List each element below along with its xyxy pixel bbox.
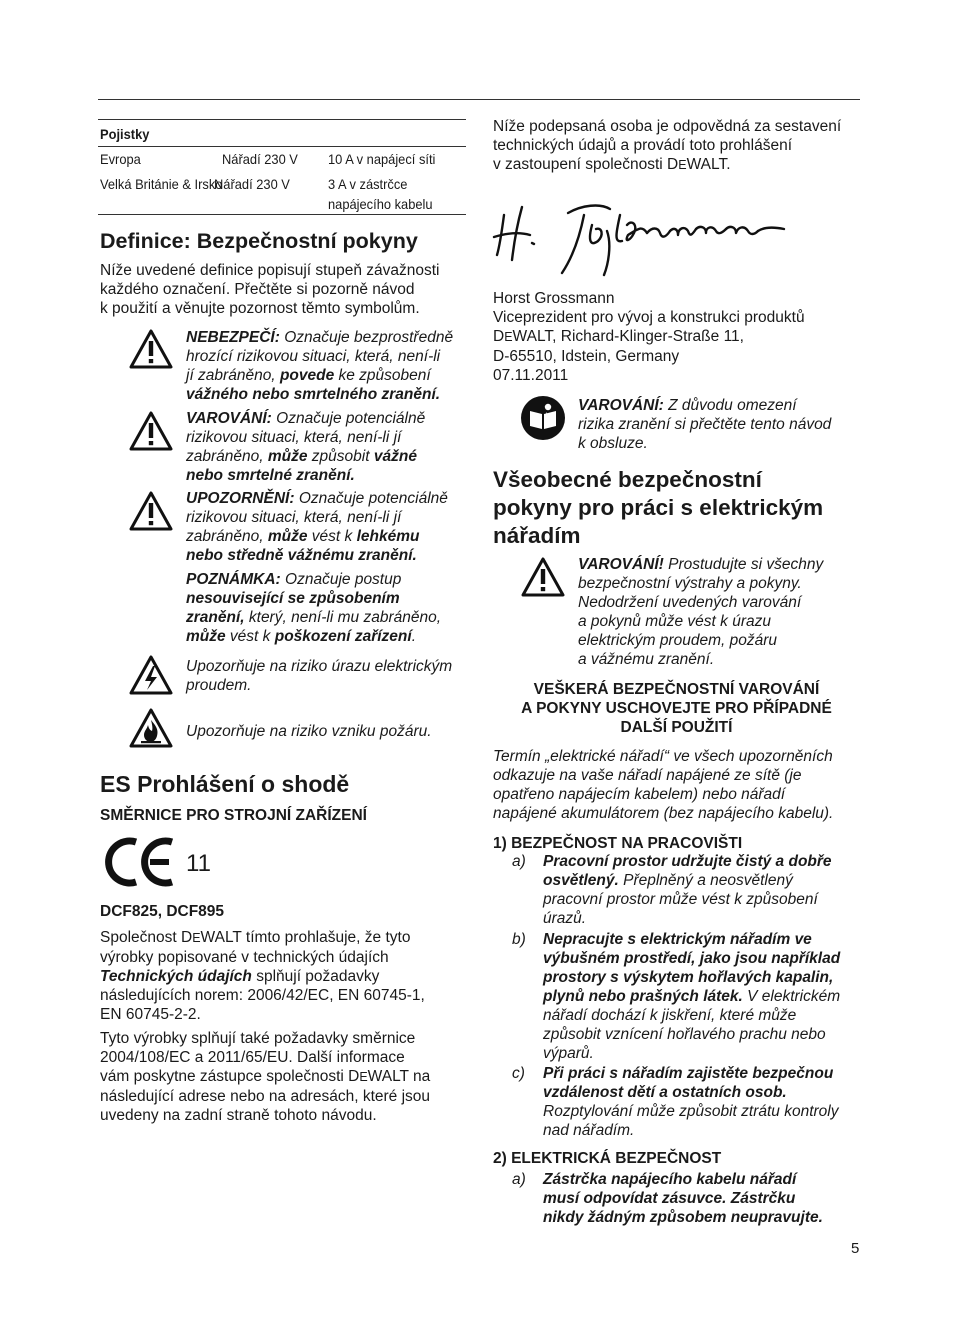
- notice-emph: zranění,: [186, 609, 245, 626]
- danger-text: jí zabráněno,: [186, 367, 280, 384]
- signatory-date: 07.11.2011: [493, 367, 569, 384]
- item-1b: [543, 930, 840, 1063]
- general-warning-text: bezpečnostní výstrahy a pokyny.: [578, 575, 802, 592]
- electric-hazard-text: [186, 657, 452, 695]
- item-text: nářadí dochází k jiskření, které může: [543, 1007, 797, 1024]
- read-manual-icon: [520, 395, 566, 441]
- addr-text: D: [493, 328, 505, 345]
- signature-image: [492, 185, 792, 280]
- signatory-position: Viceprezident pro vývoj a konstrukci produktů: [493, 309, 805, 326]
- item-emph: Zástrčka napájecího kabelu nářadí: [543, 1171, 797, 1188]
- decl-text: následující adrese nebo na adresách, které jsou: [100, 1088, 431, 1105]
- top-rule: [98, 99, 860, 100]
- definitions-heading: Definice: Bezpečnostní pokyny: [100, 229, 418, 253]
- ce-mark-icon: [104, 835, 180, 889]
- decl-text: 2004/108/EC a 2011/65/EU. Další informace: [100, 1049, 405, 1066]
- item-emph: osvětlený.: [543, 872, 619, 889]
- fuse-value-1: 10 A v napájecí síti: [328, 151, 436, 167]
- general-safety-heading: [493, 466, 823, 550]
- fuses-bottom-rule: [98, 214, 466, 215]
- intro-line: každého označení. Přečtěte si pozorně návod: [100, 281, 415, 298]
- item-emph: plynů nebo prašných látek.: [543, 988, 743, 1005]
- general-warning-text: Prostudujte si všechny: [663, 556, 824, 573]
- decl-text: Tyto výrobky splňují také požadavky směrnice: [100, 1030, 416, 1047]
- save-line: A POKYNY USCHOVEJTE PRO PŘÍPADNÉ: [521, 700, 832, 717]
- fuses-header-rule: [98, 146, 466, 147]
- item-text: Přeplněný a neosvětlený: [618, 872, 793, 889]
- danger-text: ke způsobení: [334, 367, 431, 384]
- general-warning: [578, 555, 823, 669]
- item-emph: prostory s výskytem hořlavých kapalin,: [543, 969, 834, 986]
- declaration-paragraph-2: [100, 1029, 430, 1125]
- caution-triangle-icon: [128, 490, 174, 532]
- signatory-details: [493, 289, 805, 385]
- caution-text: zabráněno,: [186, 528, 268, 545]
- notice-text: Označuje postup: [285, 571, 402, 588]
- notice-emph: může: [186, 628, 226, 645]
- danger-definition: [186, 328, 453, 404]
- heading-line: nářadím: [493, 523, 581, 548]
- electric-line: Upozorňuje na riziko úrazu elektrickým: [186, 658, 453, 675]
- declaration-subtitle: SMĚRNICE PRO STROJNÍ ZAŘÍZENÍ: [100, 807, 367, 824]
- term-line: Termín „elektrické nářadí“ ve všech upozorněních: [493, 748, 833, 765]
- danger-triangle-icon: [128, 328, 174, 370]
- signatory-name: Horst Grossmann: [493, 290, 615, 307]
- item-text: V elektrickém: [742, 988, 841, 1005]
- brand-smallcap: E: [192, 931, 201, 945]
- notice-text: který, není-li mu zabráněno,: [244, 609, 442, 626]
- fuses-top-rule: [98, 119, 466, 120]
- sig-text: technických údajů a provádí toto prohlášení: [493, 137, 792, 154]
- addr-text: WALT, Richard-Klinger-Straße 11,: [512, 328, 744, 345]
- definitions-intro: [100, 261, 440, 318]
- warning-definition: [186, 409, 425, 485]
- fuse-value-2: 3 A v zástrčce: [328, 176, 408, 192]
- caution-emph: může: [267, 528, 308, 545]
- read-warning-text: Z důvodu omezení: [663, 397, 797, 414]
- decl-text: vám poskytne zástupce společnosti D: [100, 1068, 360, 1085]
- electric-shock-icon: [128, 654, 174, 696]
- item-text: Rozptylování může způsobit ztrátu kontroly: [543, 1103, 839, 1120]
- ce-year: 11: [186, 850, 211, 877]
- danger-text: Označuje bezprostředně: [284, 329, 454, 346]
- fuses-title: Pojistky: [100, 126, 150, 142]
- danger-label: NEBEZPEČÍ:: [186, 329, 280, 346]
- decl-text: následujících norem: 2006/42/EC, EN 60745-1,: [100, 987, 425, 1004]
- decl-text: Společnost D: [100, 929, 193, 946]
- caution-emph: nebo středně vážnému zranění.: [186, 547, 417, 564]
- term-line: opatřeno napájecím kabelem) nebo nářadí: [493, 786, 786, 803]
- item-text: výparů.: [543, 1045, 594, 1062]
- fuse-tool-1: Nářadí 230 V: [222, 151, 298, 167]
- warning-text: Označuje potenciálně: [276, 410, 426, 427]
- item-1c: [543, 1064, 839, 1140]
- warning-emph: může: [267, 448, 308, 465]
- item-emph: Nepracujte s elektrickým nářadím ve: [543, 931, 812, 948]
- section-1-title: 1) BEZPEČNOST NA PRACOVIŠTI: [493, 835, 743, 852]
- declaration-heading: ES Prohlášení o shodě: [100, 771, 350, 797]
- item-text: nad nářadím.: [543, 1122, 635, 1139]
- warning-triangle-icon: [128, 410, 174, 452]
- sig-text: v zastoupení společnosti D: [493, 156, 679, 173]
- general-warning-text: a vážnému zranění.: [578, 651, 715, 668]
- caution-emph: lehkému: [356, 528, 420, 545]
- fuse-region-2: Velká Británie & Irsko: [100, 176, 223, 192]
- warning-text: zabráněno,: [186, 448, 268, 465]
- intro-line: k použití a věnujte pozornost těmto symbolům.: [100, 300, 420, 317]
- fire-hazard-text: Upozorňuje na riziko vzniku požáru.: [186, 723, 432, 740]
- caution-text: rizikovou situaci, která, není-li jí: [186, 509, 402, 526]
- item-2a: [543, 1170, 823, 1227]
- decl-text: uvedeny na zadní straně tohoto návodu.: [100, 1107, 377, 1124]
- electric-line: proudem.: [186, 677, 252, 694]
- warning-text: způsobit: [307, 448, 374, 465]
- danger-emph: vážného nebo smrtelného zranění.: [186, 386, 441, 403]
- signatory-address: D-65510, Idstein, Germany: [493, 348, 680, 365]
- notice-emph: nesouvisející se způsobením: [186, 590, 400, 607]
- general-warning-text: Nedodržení uvedených varování: [578, 594, 802, 611]
- item-1c-letter: c): [512, 1065, 525, 1082]
- caution-label: UPOZORNĚNÍ:: [186, 490, 295, 507]
- fuse-value-2-line2: napájecího kabelu: [328, 196, 433, 212]
- caution-definition: [186, 489, 448, 565]
- item-text: pracovní prostor může vést k způsobení: [543, 891, 818, 908]
- section-2-title: 2) ELEKTRICKÁ BEZPEČNOST: [493, 1150, 722, 1167]
- notice-text: vést k: [225, 628, 275, 645]
- danger-emph: povede: [279, 367, 335, 384]
- warning-text: rizikovou situaci, která, není-li jí: [186, 429, 402, 446]
- decl-text: WALT tímto prohlašuje, že tyto: [200, 929, 411, 946]
- notice-text: .: [411, 628, 416, 645]
- decl-text: WALT na: [367, 1068, 431, 1085]
- item-emph: nikdy žádným způsobem neupravujte.: [543, 1209, 823, 1226]
- item-text: úrazů.: [543, 910, 587, 927]
- notice-label: POZNÁMKA:: [186, 571, 281, 588]
- danger-text: hrozící rizikovou situaci, která, není-li: [186, 348, 441, 365]
- brand-smallcap: E: [359, 1070, 368, 1084]
- term-line: napájené akumulátorem (bez napájecího kabelu).: [493, 805, 834, 822]
- warning-emph: nebo smrtelné zranění.: [186, 467, 355, 484]
- caution-text: vést k: [307, 528, 357, 545]
- save-line: DALŠÍ POUŽITÍ: [620, 719, 733, 736]
- brand-smallcap: E: [678, 158, 687, 172]
- item-emph: vzdálenost dětí a ostatních osob.: [543, 1084, 787, 1101]
- read-warning-label: VAROVÁNÍ:: [578, 397, 664, 414]
- sig-text: Níže podepsaná osoba je odpovědná za sestavení: [493, 118, 842, 135]
- warning-label: VAROVÁNÍ:: [186, 410, 272, 427]
- general-warning-triangle-icon: [520, 556, 566, 598]
- notice-emph: poškození zařízení: [274, 628, 412, 645]
- save-line: VEŠKERÁ BEZPEČNOSTNÍ VAROVÁNÍ: [533, 681, 820, 698]
- item-1b-letter: b): [512, 931, 526, 948]
- declaration-paragraph-1: [100, 928, 425, 1024]
- fire-hazard-icon: [128, 707, 174, 749]
- warning-emph: vážné: [373, 448, 417, 465]
- item-emph: Při práci s nářadím zajistěte bezpečnou: [543, 1065, 834, 1082]
- item-emph: Pracovní prostor udržujte čistý a dobře: [543, 853, 832, 870]
- read-warning-text: rizika zranění si přečtěte tento návod: [578, 416, 832, 433]
- item-emph: výbušném prostředí, jako jsou například: [543, 950, 841, 967]
- fuse-region-1: Evropa: [100, 151, 141, 167]
- general-warning-label: VAROVÁNÍ!: [578, 556, 664, 573]
- item-1a: [543, 852, 832, 928]
- term-line: odkazuje na vaše nářadí napájené ze sítě (je: [493, 767, 802, 784]
- caution-text: Označuje potenciálně: [298, 490, 448, 507]
- item-emph: musí odpovídat zásuvce. Zástrčku: [543, 1190, 796, 1207]
- signatory-intro: [493, 117, 841, 175]
- fuse-tool-2: Nářadí 230 V: [214, 176, 290, 192]
- save-instructions: [493, 680, 860, 737]
- item-1a-letter: a): [512, 853, 526, 870]
- general-warning-text: a pokynů může vést k úrazu: [578, 613, 771, 630]
- sig-text: WALT.: [686, 156, 731, 173]
- heading-line: Všeobecné bezpečnostní: [493, 467, 762, 492]
- read-manual-warning: [578, 396, 831, 453]
- decl-emph: Technických údajích: [100, 968, 252, 985]
- read-warning-text: k obsluze.: [578, 435, 648, 452]
- page-number: 5: [851, 1240, 860, 1257]
- general-warning-text: elektrickým proudem, požáru: [578, 632, 777, 649]
- intro-line: Níže uvedené definice popisují stupeň závažnosti: [100, 262, 440, 279]
- brand-smallcap: E: [504, 330, 513, 344]
- item-text: způsobit vznícení hořlavého prachu nebo: [543, 1026, 826, 1043]
- heading-line: pokyny pro práci s elektrickým: [493, 495, 824, 520]
- item-2a-letter: a): [512, 1171, 526, 1188]
- decl-text: výrobky popisované v technických údajích: [100, 949, 389, 966]
- decl-text: EN 60745-2-2.: [100, 1006, 201, 1023]
- notice-definition: [186, 570, 441, 646]
- decl-text: splňují požadavky: [251, 968, 380, 985]
- models: DCF825, DCF895: [100, 903, 225, 920]
- term-definition: [493, 747, 833, 823]
